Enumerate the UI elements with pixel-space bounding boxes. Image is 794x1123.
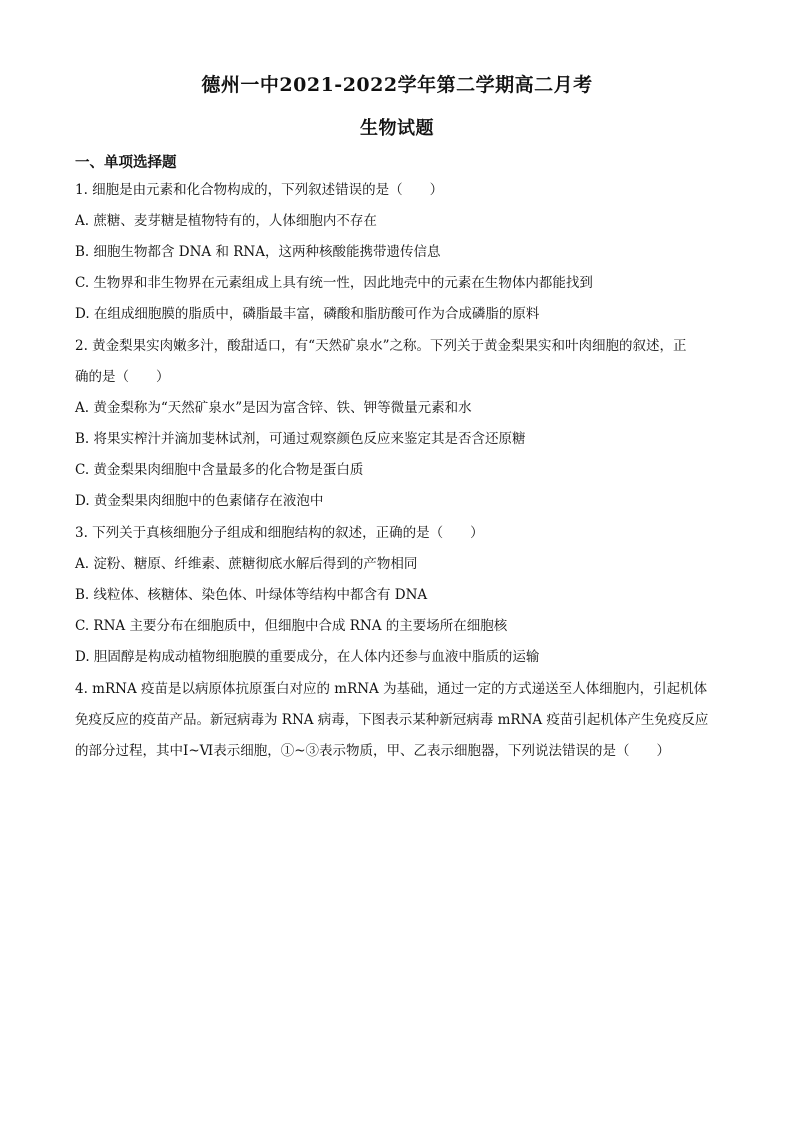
question-1-stem: 1. 细胞是由元素和化合物构成的，下列叙述错误的是（ ） [75, 182, 444, 198]
question-2-stem-line-2: 确的是（ ） [75, 369, 170, 385]
question-2-option-a: A. 黄金梨称为“天然矿泉水”是因为富含锌、铁、钾等微量元素和水 [75, 400, 472, 416]
question-3-option-a: A. 淀粉、糖原、纤维素、蔗糖彻底水解后得到的产物相同 [75, 556, 418, 572]
section-heading: 一、单项选择题 [75, 154, 177, 171]
question-4-stem-line-1: 4. mRNA 疫苗是以病原体抗原蛋白对应的 mRNA 为基础，通过一定的方式递送至人体细胞内，引起机体 [75, 681, 708, 697]
question-3-option-d: D. 胆固醇是构成动植物细胞膜的重要成分，在人体内还参与血液中脂质的运输 [75, 649, 540, 665]
question-2-stem-line-1: 2. 黄金梨果实肉嫩多汁，酸甜适口，有“天然矿泉水”之称。下列关于黄金梨果实和叶肉细胞的叙述，正 [75, 338, 687, 354]
question-2-option-b: B. 将果实榨汁并滴加斐林试剂，可通过观察颜色反应来鉴定其是否含还原糖 [75, 431, 526, 447]
question-1-option-a: A. 蔗糖、麦芽糖是植物特有的，人体细胞内不存在 [75, 213, 377, 229]
question-1-option-d: D. 在组成细胞膜的脂质中，磷脂最丰富，磷酸和脂肪酸可作为合成磷脂的原料 [75, 306, 540, 322]
question-1-option-c: C. 生物界和非生物界在元素组成上具有统一性，因此地壳中的元素在生物体内都能找到 [75, 275, 593, 291]
question-2-option-d: D. 黄金梨果肉细胞中的色素储存在液泡中 [75, 493, 324, 509]
question-1-option-b: B. 细胞生物都含 DNA 和 RNA，这两种核酸能携带遗传信息 [75, 244, 441, 260]
question-2-option-c: C. 黄金梨果肉细胞中含量最多的化合物是蛋白质 [75, 462, 364, 478]
question-4-stem-line-2: 免疫反应的疫苗产品。新冠病毒为 RNA 病毒，下图表示某种新冠病毒 mRNA 疫苗引起机体产生免疫反应 [75, 712, 709, 728]
question-3-stem: 3. 下列关于真核细胞分子组成和细胞结构的叙述，正确的是（ ） [75, 525, 484, 541]
question-3-option-c: C. RNA 主要分布在细胞质中，但细胞中合成 RNA 的主要场所在细胞核 [75, 618, 508, 634]
question-4-stem-line-3: 的部分过程，其中Ⅰ~Ⅵ表示细胞，①~③表示物质，甲、乙表示细胞器，下列说法错误的是（ ） [75, 743, 671, 759]
question-3-option-b: B. 线粒体、核糖体、染色体、叶绿体等结构中都含有 DNA [75, 587, 428, 603]
exam-subtitle: 生物试题 [360, 118, 434, 139]
exam-title: 德州一中2021-2022学年第二学期高二月考 [201, 74, 593, 96]
